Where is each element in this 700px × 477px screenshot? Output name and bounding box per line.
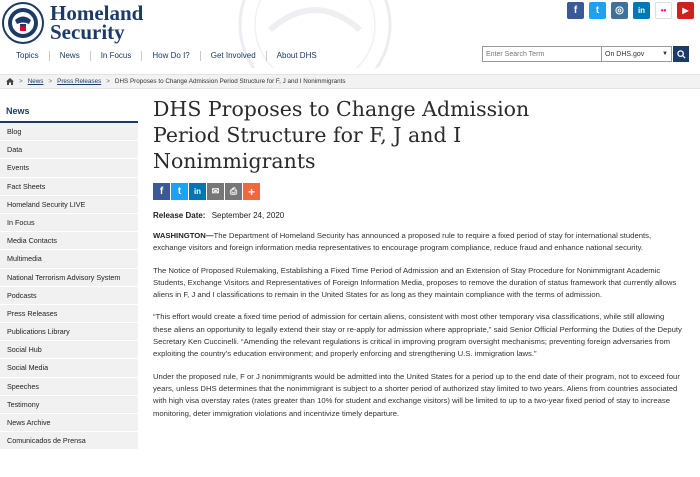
article-paragraph-1	[153, 230, 683, 255]
sidebar-item-social-media[interactable]: Social Media	[0, 359, 138, 377]
breadcrumb-separator: >	[19, 78, 23, 85]
nav-get-involved[interactable]: Get Involved	[201, 51, 267, 61]
sidebar-item-publications-library[interactable]: Publications Library	[0, 323, 138, 341]
sidebar-item-podcasts[interactable]: Podcasts	[0, 287, 138, 305]
social-links	[567, 2, 694, 19]
breadcrumb-separator: >	[106, 78, 110, 85]
article-paragraph-3: “This effort would create a fixed time period of admission for certain aliens, consistent with most other temporary visa classifications, while still allowing these aliens an opportunity to legally extend their stay or re-apply for admission where appropriate,” said Senior Official Performing the Duties of the Deputy Secretary Ken Cuccinelli. “Amending the relevant regulations is critical in improving program oversight mechanisms; preventing foreign adversaries from exploiting the country’s education environment; and properly enforcing and strengthening U.S. immigration laws.”	[153, 312, 682, 359]
sidebar-list	[0, 123, 138, 450]
release-date	[153, 211, 683, 220]
article-paragraph-4: Under the proposed rule, F or J nonimmigrants would be admitted into the United States for a period up to the end date of their program, not to exceed four years, unless DHS determines that the nonimmigrant is subject to a shorter period of authorized stay limited to two years. Aliens from countries associated with high visa overstay rates (rates greater than 10% for student and exchange visitors) will be limited to up to a two-year fixed period of stay to increase monitoring, deter immigration violations and incentivize timely departure.	[153, 371, 680, 418]
sidebar-item-multimedia[interactable]: Multimedia	[0, 250, 138, 268]
page-title: DHS Proposes to Change Admission Period Structure for F, J and I Nonimmigrants	[153, 97, 530, 173]
dateline: WASHINGTON—	[153, 231, 214, 240]
sidebar-item-blog[interactable]: Blog	[0, 123, 138, 141]
release-date-label: Release Date:	[153, 211, 206, 220]
site-header	[0, 0, 700, 68]
sidebar-title[interactable]: News	[0, 100, 138, 123]
sidebar-item-homeland-security-live[interactable]: Homeland Security LIVE	[0, 196, 138, 214]
instagram-icon[interactable]: ◎	[611, 2, 628, 19]
nav-in-focus[interactable]: In Focus	[91, 51, 143, 61]
share-facebook-icon[interactable]: f	[153, 183, 170, 200]
twitter-icon[interactable]: t	[589, 2, 606, 19]
article-paragraph-2: The Notice of Proposed Rulemaking, Establishing a Fixed Time Period of Admission and an Extension of Stay Procedure for Nonimmigrant Academic Students, Exchange Visitors and Representatives of Foreign Information Media, proposes to remove the duration of status framework that currently allows aliens in F, J and I classifications to remain in the United States for as long as they maintain compliance with the terms of admission.	[153, 265, 677, 300]
release-date-value: September 24, 2020	[211, 211, 285, 220]
nav-news[interactable]: News	[50, 51, 91, 61]
share-toolbar	[153, 183, 683, 200]
share-linkedin-icon[interactable]: in	[189, 183, 206, 200]
logo-wordmark	[50, 1, 144, 44]
search-scope-value: On DHS.gov	[605, 50, 645, 58]
logo-line-2: Security	[50, 20, 125, 44]
sidebar-item-in-focus[interactable]: In Focus	[0, 214, 138, 232]
search-button[interactable]	[673, 46, 689, 62]
paragraph-text: The Department of Homeland Security has announced a proposed rule to require a fixed period of stay for international students, exchange visitors and foreign information media representatives to encourage program compliance, reduce fraud and enhance national security.	[153, 231, 652, 253]
sidebar-item-news-archive[interactable]: News Archive	[0, 414, 138, 432]
breadcrumb-separator: >	[48, 78, 53, 85]
article	[153, 96, 683, 420]
facebook-icon[interactable]: f	[567, 2, 584, 19]
sidebar-item-ntas[interactable]: National Terrorism Advisory System	[0, 269, 138, 287]
breadcrumb-current: DHS Proposes to Change Admission Period Structure for F, J and I Nonimmigrants	[114, 78, 346, 85]
youtube-icon[interactable]: ▶	[677, 2, 694, 19]
breadcrumb	[0, 74, 700, 89]
flickr-icon[interactable]: ••	[655, 2, 672, 19]
logo-line-1: Homeland	[50, 1, 144, 25]
search-scope-select[interactable]	[602, 46, 672, 62]
sidebar-item-testimony[interactable]: Testimony	[0, 396, 138, 414]
sidebar-item-data[interactable]: Data	[0, 141, 138, 159]
home-icon[interactable]	[6, 78, 14, 85]
sidebar-item-media-contacts[interactable]: Media Contacts	[0, 232, 138, 250]
search-form	[482, 46, 689, 62]
dhs-seal-icon	[2, 2, 44, 44]
nav-about-dhs[interactable]: About DHS	[276, 51, 317, 60]
nav-topics[interactable]: Topics	[6, 51, 50, 61]
sidebar-item-comunicados[interactable]: Comunicados de Prensa	[0, 432, 138, 450]
share-print-icon[interactable]: ⎙	[225, 183, 242, 200]
sidebar-item-fact-sheets[interactable]: Fact Sheets	[0, 178, 138, 196]
sidebar-item-events[interactable]: Events	[0, 159, 138, 177]
share-more-icon[interactable]: +	[243, 183, 260, 200]
breadcrumb-news[interactable]: News	[27, 78, 44, 85]
dhs-logo[interactable]	[2, 2, 143, 44]
search-input[interactable]	[482, 46, 602, 62]
linkedin-icon[interactable]: in	[633, 2, 650, 19]
sidebar-item-speeches[interactable]: Speeches	[0, 378, 138, 396]
sidebar	[0, 100, 138, 450]
share-twitter-icon[interactable]: t	[171, 183, 188, 200]
nav-how-do-i[interactable]: How Do I?	[142, 51, 200, 61]
sidebar-item-social-hub[interactable]: Social Hub	[0, 341, 138, 359]
search-icon	[677, 50, 686, 59]
sidebar-item-press-releases[interactable]: Press Releases	[0, 305, 138, 323]
chevron-down-icon: ▼	[662, 51, 668, 57]
top-navigation	[6, 51, 327, 61]
share-email-icon[interactable]: ✉	[207, 183, 224, 200]
breadcrumb-press-releases[interactable]: Press Releases	[57, 78, 102, 85]
